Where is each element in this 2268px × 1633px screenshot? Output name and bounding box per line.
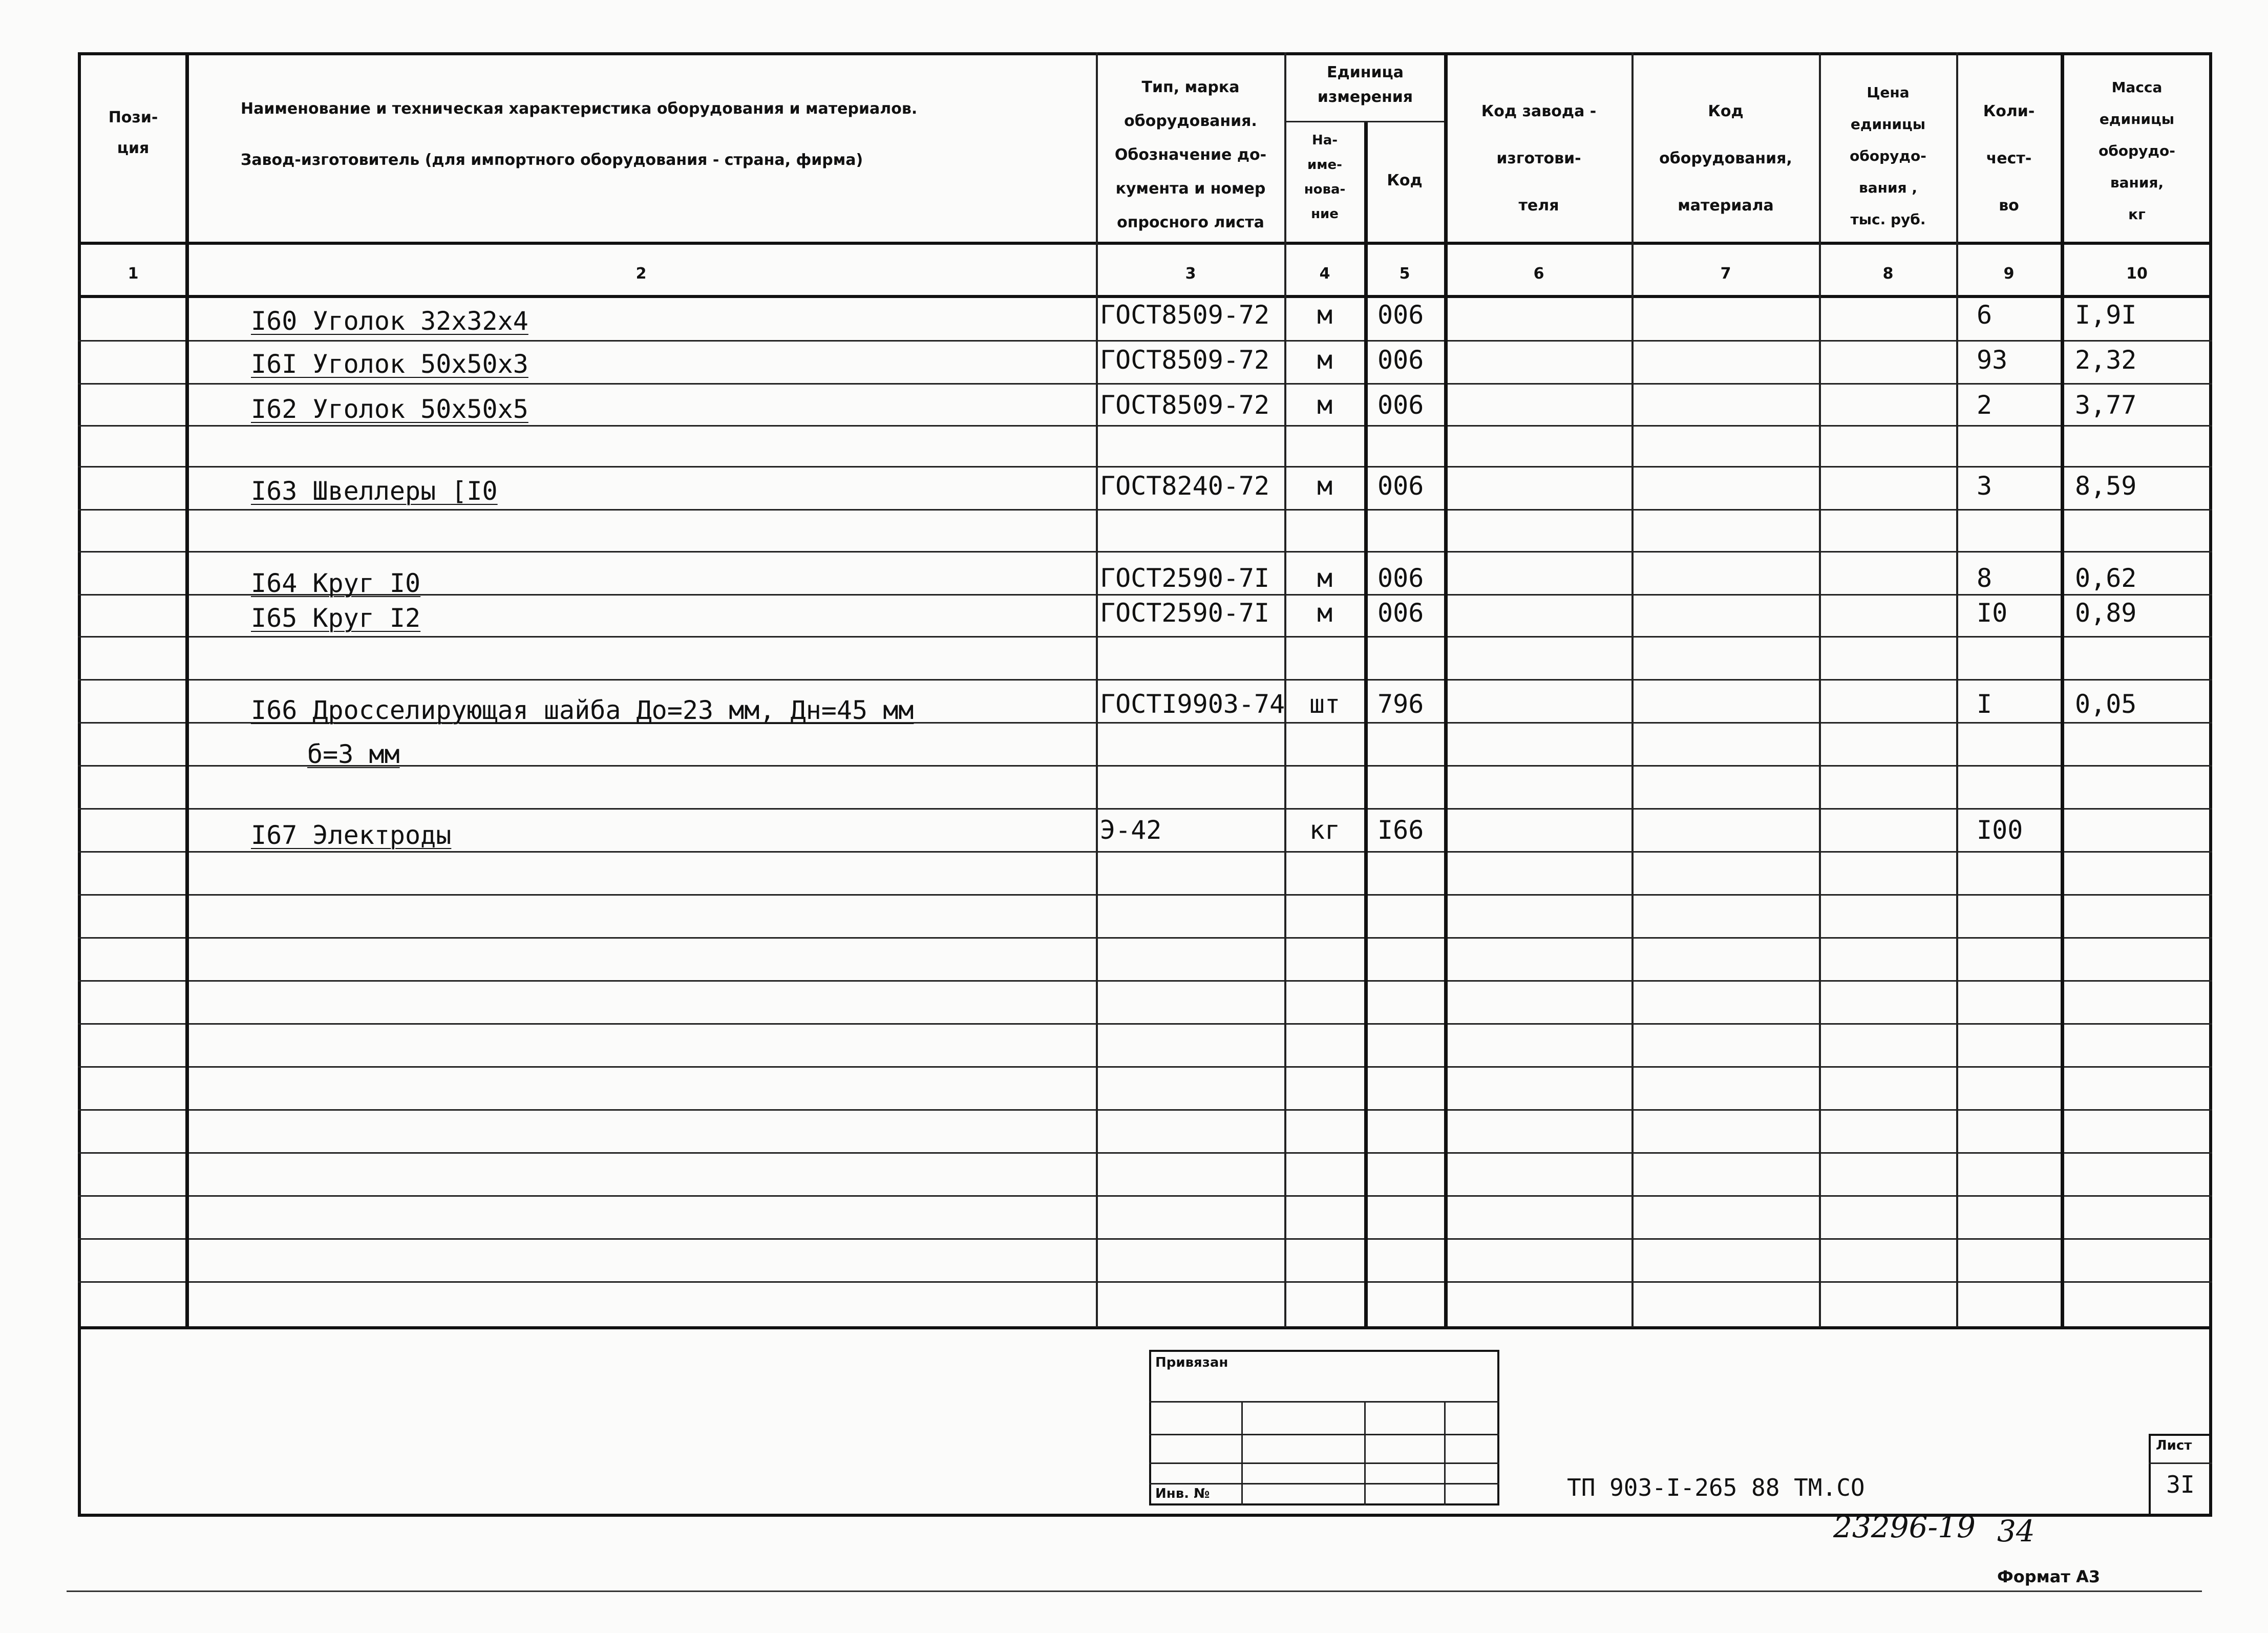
row-line	[78, 894, 2212, 896]
item-document: ГОСТ8240-72	[1100, 471, 1270, 501]
bound-box-divider	[1241, 1401, 1243, 1505]
header-mass: Масса единицы оборудо- вания, кг	[2099, 79, 2175, 223]
item-name-continuation: б=3 мм	[307, 739, 400, 769]
column-number: 1	[128, 265, 139, 283]
header-equipment-code: Код оборудования, материала	[1659, 102, 1792, 215]
column-number: 2	[635, 265, 647, 283]
header-factory-code: Код завода - изготови- теля	[1481, 102, 1597, 215]
row-line	[78, 509, 2212, 511]
item-document: ГОСТ8509-72	[1100, 300, 1270, 330]
archive-page: 34	[1997, 1514, 2035, 1549]
column-divider	[1631, 52, 1634, 1327]
row-line	[78, 1109, 2212, 1111]
item-unit-code: 006	[1377, 471, 1424, 501]
column-number: 4	[1319, 265, 1330, 283]
item-quantity: I00	[1977, 815, 2023, 845]
sheet-label: Лист	[2156, 1438, 2192, 1453]
row-line	[78, 808, 2212, 810]
item-mass: 8,59	[2075, 471, 2137, 501]
document-code: ТП 903-I-265 88 ТМ.СО	[1567, 1474, 1865, 1501]
bound-box-line	[1149, 1462, 1499, 1464]
item-name: I64 Круг I0	[251, 568, 421, 598]
bottom-rule	[67, 1590, 2202, 1592]
table-bottom-line	[78, 1326, 2212, 1329]
item-unit-code: 006	[1377, 598, 1424, 628]
row-line	[78, 383, 2212, 385]
row-line	[78, 1023, 2212, 1025]
item-document: ГОСТI9903-74	[1100, 689, 1285, 719]
item-document: ГОСТ2590-7I	[1100, 598, 1270, 628]
column-divider	[1956, 52, 1958, 1327]
header-name-line1: Наименование и техническая характеристика оборудования и материалов.	[241, 100, 918, 118]
item-document: ГОСТ8509-72	[1100, 390, 1270, 420]
item-unit: шт	[1309, 689, 1341, 719]
header-unit-code: Код	[1387, 172, 1423, 189]
sheet-number: 3I	[2166, 1471, 2195, 1498]
column-number: 9	[2003, 265, 2015, 283]
item-mass: 0,05	[2075, 689, 2137, 719]
header-bottom-line	[78, 242, 2212, 245]
item-unit: м	[1317, 563, 1333, 593]
column-divider	[2061, 52, 2064, 1327]
row-line	[78, 679, 2212, 681]
bound-box-line	[1149, 1434, 1499, 1435]
row-line	[78, 636, 2212, 638]
bound-box-divider	[1364, 1401, 1366, 1505]
bound-label: Привязан	[1155, 1355, 1228, 1370]
item-mass: 0,89	[2075, 598, 2137, 628]
row-line	[78, 340, 2212, 342]
archive-number: 23296-19	[1833, 1510, 1976, 1544]
item-unit: м	[1317, 300, 1333, 330]
item-mass: 0,62	[2075, 563, 2137, 593]
row-line	[78, 1281, 2212, 1283]
format-label: Формат А3	[1997, 1567, 2101, 1586]
item-quantity: 8	[1977, 563, 1993, 593]
item-unit: кг	[1309, 815, 1341, 845]
row-line	[78, 980, 2212, 982]
item-name: I60 Уголок 32x32x4	[251, 306, 528, 336]
item-mass: 3,77	[2075, 390, 2137, 420]
column-number: 10	[2126, 265, 2148, 283]
column-number: 3	[1185, 265, 1196, 283]
inv-label: Инв. №	[1155, 1486, 1210, 1501]
item-quantity: I	[1977, 689, 1993, 719]
header-price: Цена единицы оборудо- вания , тыс. руб.	[1850, 84, 1926, 228]
column-divider	[1444, 52, 1448, 1327]
header-unit-group: Единица измерения	[1317, 63, 1413, 106]
column-divider	[1364, 122, 1368, 1327]
item-name: I63 Швеллеры [I0	[251, 476, 498, 506]
item-unit-code: 006	[1377, 390, 1424, 420]
item-unit-code: 006	[1377, 345, 1424, 375]
row-line	[78, 1066, 2212, 1068]
sheet-box-line	[2149, 1462, 2212, 1464]
column-divider	[185, 52, 189, 1327]
column-divider	[1819, 52, 1821, 1327]
item-name: I66 Дросселирующая шайба До=23 мм, Дн=45 мм	[251, 695, 914, 725]
item-unit-code: I66	[1377, 815, 1424, 845]
item-quantity: 93	[1977, 345, 2008, 375]
item-unit: м	[1317, 471, 1333, 501]
bound-box-line	[1149, 1401, 1499, 1403]
item-quantity: 6	[1977, 300, 1993, 330]
item-name: I62 Уголок 50x50x5	[251, 394, 528, 424]
row-line	[78, 551, 2212, 553]
item-document: Э-42	[1100, 815, 1162, 845]
column-divider	[1096, 52, 1098, 1327]
unit-group-divider	[1284, 121, 1444, 122]
header-unit-name: На- име- нова- ние	[1304, 133, 1346, 222]
item-mass: I,9I	[2075, 300, 2137, 330]
header-quantity: Коли- чест- во	[1983, 102, 2035, 215]
bound-box-line	[1149, 1483, 1499, 1484]
item-quantity: I0	[1977, 598, 2008, 628]
bound-box-divider	[1444, 1401, 1446, 1505]
row-line	[78, 937, 2212, 939]
item-name: I67 Электроды	[251, 820, 452, 850]
column-number: 6	[1533, 265, 1544, 283]
item-unit-code: 006	[1377, 300, 1424, 330]
item-unit-code: 796	[1377, 689, 1424, 719]
item-document: ГОСТ8509-72	[1100, 345, 1270, 375]
row-line	[78, 1238, 2212, 1240]
item-quantity: 3	[1977, 471, 1993, 501]
item-unit: м	[1317, 345, 1333, 375]
item-unit: м	[1317, 598, 1333, 628]
item-unit-code: 006	[1377, 563, 1424, 593]
row-line	[78, 1195, 2212, 1197]
header-type: Тип, марка оборудования. Обозначение до- кумента и номер опросного листа	[1114, 78, 1267, 231]
column-number: 7	[1720, 265, 1731, 283]
item-unit: м	[1317, 390, 1333, 420]
header-position: Пози- ция	[108, 109, 158, 157]
column-number: 5	[1399, 265, 1410, 283]
item-quantity: 2	[1977, 390, 1993, 420]
column-number: 8	[1882, 265, 1894, 283]
item-document: ГОСТ2590-7I	[1100, 563, 1270, 593]
item-name: I6I Уголок 50x50x3	[251, 349, 528, 379]
item-name: I65 Круг I2	[251, 603, 421, 633]
item-mass: 2,32	[2075, 345, 2137, 375]
row-line	[78, 1152, 2212, 1154]
row-line	[78, 466, 2212, 468]
bound-box	[1149, 1350, 1499, 1505]
header-name-line2: Завод-изготовитель (для импортного оборудования - страна, фирма)	[241, 151, 863, 169]
